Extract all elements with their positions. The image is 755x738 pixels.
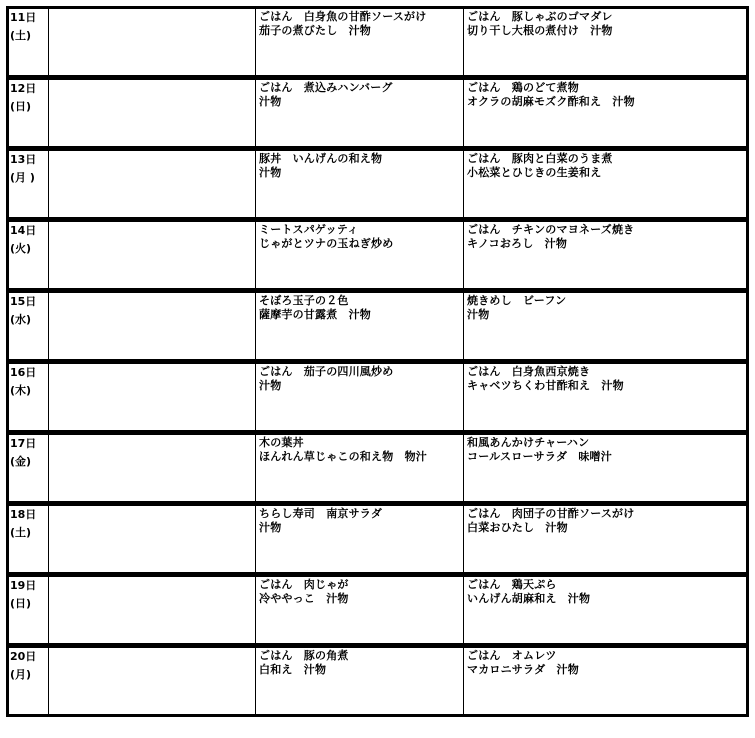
dinner-line: いんげん胡麻和え 汁物 — [467, 592, 591, 605]
dinner-cell — [464, 648, 746, 714]
lunch-cell — [256, 364, 464, 430]
date-cell — [9, 9, 49, 75]
empty-cell — [49, 506, 256, 572]
empty-cell — [49, 222, 256, 288]
day-row — [6, 361, 749, 433]
lunch-line: 汁物 — [259, 166, 282, 179]
date-cell — [9, 506, 49, 572]
lunch-line: じゃがとツナの玉ねぎ炒め — [259, 237, 394, 250]
date-number: 17日 — [10, 437, 37, 450]
empty-cell — [49, 577, 256, 643]
dinner-line: 白菜おひたし 汁物 — [467, 521, 568, 534]
day-row — [6, 219, 749, 291]
lunch-line: 木の葉丼 — [259, 436, 304, 449]
date-cell — [9, 151, 49, 217]
dinner-line: キノコおろし 汁物 — [467, 237, 568, 250]
lunch-line: ごはん 豚の角煮 — [259, 649, 349, 662]
day-row — [6, 290, 749, 362]
day-of-week: (月) — [10, 668, 32, 681]
lunch-line: 汁物 — [259, 95, 282, 108]
dinner-cell — [464, 577, 746, 643]
dinner-line: 汁物 — [467, 308, 490, 321]
day-of-week: (土) — [10, 29, 32, 42]
lunch-line: ほんれん草じゃこの和え物 物汁 — [259, 450, 427, 463]
empty-cell — [49, 293, 256, 359]
dinner-line: キャベツちくわ甘酢和え 汁物 — [467, 379, 624, 392]
dinner-line: コールスローサラダ 味噌汁 — [467, 450, 612, 463]
dinner-cell — [464, 435, 746, 501]
dinner-line: 焼きめし ビーフン — [467, 294, 567, 307]
date-number: 12日 — [10, 82, 37, 95]
lunch-line: 汁物 — [259, 521, 282, 534]
day-of-week: (金) — [10, 455, 32, 468]
day-row — [6, 6, 749, 78]
date-cell — [9, 435, 49, 501]
day-row — [6, 148, 749, 220]
empty-cell — [49, 9, 256, 75]
dinner-line: オクラの胡麻モズク酢和え 汁物 — [467, 95, 635, 108]
date-cell — [9, 80, 49, 146]
lunch-line: 汁物 — [259, 379, 282, 392]
lunch-cell — [256, 9, 464, 75]
day-row — [6, 432, 749, 504]
lunch-line: ミートスパゲッティ — [259, 223, 359, 236]
date-number: 20日 — [10, 650, 37, 663]
date-cell — [9, 648, 49, 714]
menu-table — [6, 6, 749, 717]
day-row — [6, 503, 749, 575]
day-of-week: (木) — [10, 384, 32, 397]
lunch-cell — [256, 648, 464, 714]
dinner-line: ごはん 白身魚西京焼き — [467, 365, 591, 378]
lunch-line: そぼろ玉子の２色 — [259, 294, 349, 307]
empty-cell — [49, 151, 256, 217]
empty-cell — [49, 80, 256, 146]
lunch-line: ちらし寿司 南京サラダ — [259, 507, 383, 520]
dinner-cell — [464, 293, 746, 359]
dinner-cell — [464, 151, 746, 217]
dinner-line: ごはん 肉団子の甘酢ソースがけ — [467, 507, 635, 520]
lunch-line: ごはん 煮込みハンバーグ — [259, 81, 393, 94]
date-number: 15日 — [10, 295, 37, 308]
dinner-line: ごはん 鶏のどて煮物 — [467, 81, 579, 94]
date-number: 13日 — [10, 153, 37, 166]
day-row — [6, 574, 749, 646]
empty-cell — [49, 435, 256, 501]
dinner-line: 切り干し大根の煮付け 汁物 — [467, 24, 613, 37]
empty-cell — [49, 648, 256, 714]
lunch-cell — [256, 80, 464, 146]
lunch-cell — [256, 577, 464, 643]
dinner-line: 小松菜とひじきの生姜和え — [467, 166, 602, 179]
lunch-line: ごはん 茄子の四川風炒め — [259, 365, 394, 378]
lunch-line: 冷ややっこ 汁物 — [259, 592, 349, 605]
lunch-cell — [256, 293, 464, 359]
day-of-week: (日) — [10, 597, 32, 610]
dinner-line: 和風あんかけチャーハン — [467, 436, 590, 449]
dinner-cell — [464, 80, 746, 146]
day-row — [6, 77, 749, 149]
day-of-week: (日) — [10, 100, 32, 113]
dinner-line: ごはん 豚しゃぶのゴマダレ — [467, 10, 613, 23]
day-of-week: (火) — [10, 242, 32, 255]
lunch-cell — [256, 435, 464, 501]
date-number: 16日 — [10, 366, 37, 379]
lunch-line: 白和え 汁物 — [259, 663, 327, 676]
day-row — [6, 645, 749, 717]
empty-cell — [49, 364, 256, 430]
dinner-line: ごはん 鶏天ぷら — [467, 578, 557, 591]
dinner-cell — [464, 222, 746, 288]
date-number: 11日 — [10, 11, 37, 24]
dinner-cell — [464, 9, 746, 75]
dinner-line: ごはん チキンのマヨネーズ焼き — [467, 223, 635, 236]
lunch-cell — [256, 151, 464, 217]
day-of-week: (土) — [10, 526, 32, 539]
date-cell — [9, 364, 49, 430]
dinner-line: ごはん オムレツ — [467, 649, 557, 662]
date-cell — [9, 222, 49, 288]
dinner-line: ごはん 豚肉と白菜のうま煮 — [467, 152, 613, 165]
lunch-line: 薩摩芋の甘露煮 汁物 — [259, 308, 371, 321]
day-of-week: (水) — [10, 313, 32, 326]
lunch-line: ごはん 肉じゃが — [259, 578, 349, 591]
lunch-cell — [256, 222, 464, 288]
date-cell — [9, 577, 49, 643]
day-of-week: (月 ) — [10, 171, 35, 184]
dinner-line: マカロニサラダ 汁物 — [467, 663, 579, 676]
lunch-cell — [256, 506, 464, 572]
lunch-line: ごはん 白身魚の甘酢ソースがけ — [259, 10, 427, 23]
lunch-line: 茄子の煮びたし 汁物 — [259, 24, 371, 37]
lunch-line: 豚丼 いんげんの和え物 — [259, 152, 383, 165]
date-number: 18日 — [10, 508, 37, 521]
dinner-cell — [464, 364, 746, 430]
date-number: 19日 — [10, 579, 37, 592]
date-number: 14日 — [10, 224, 37, 237]
dinner-cell — [464, 506, 746, 572]
date-cell — [9, 293, 49, 359]
